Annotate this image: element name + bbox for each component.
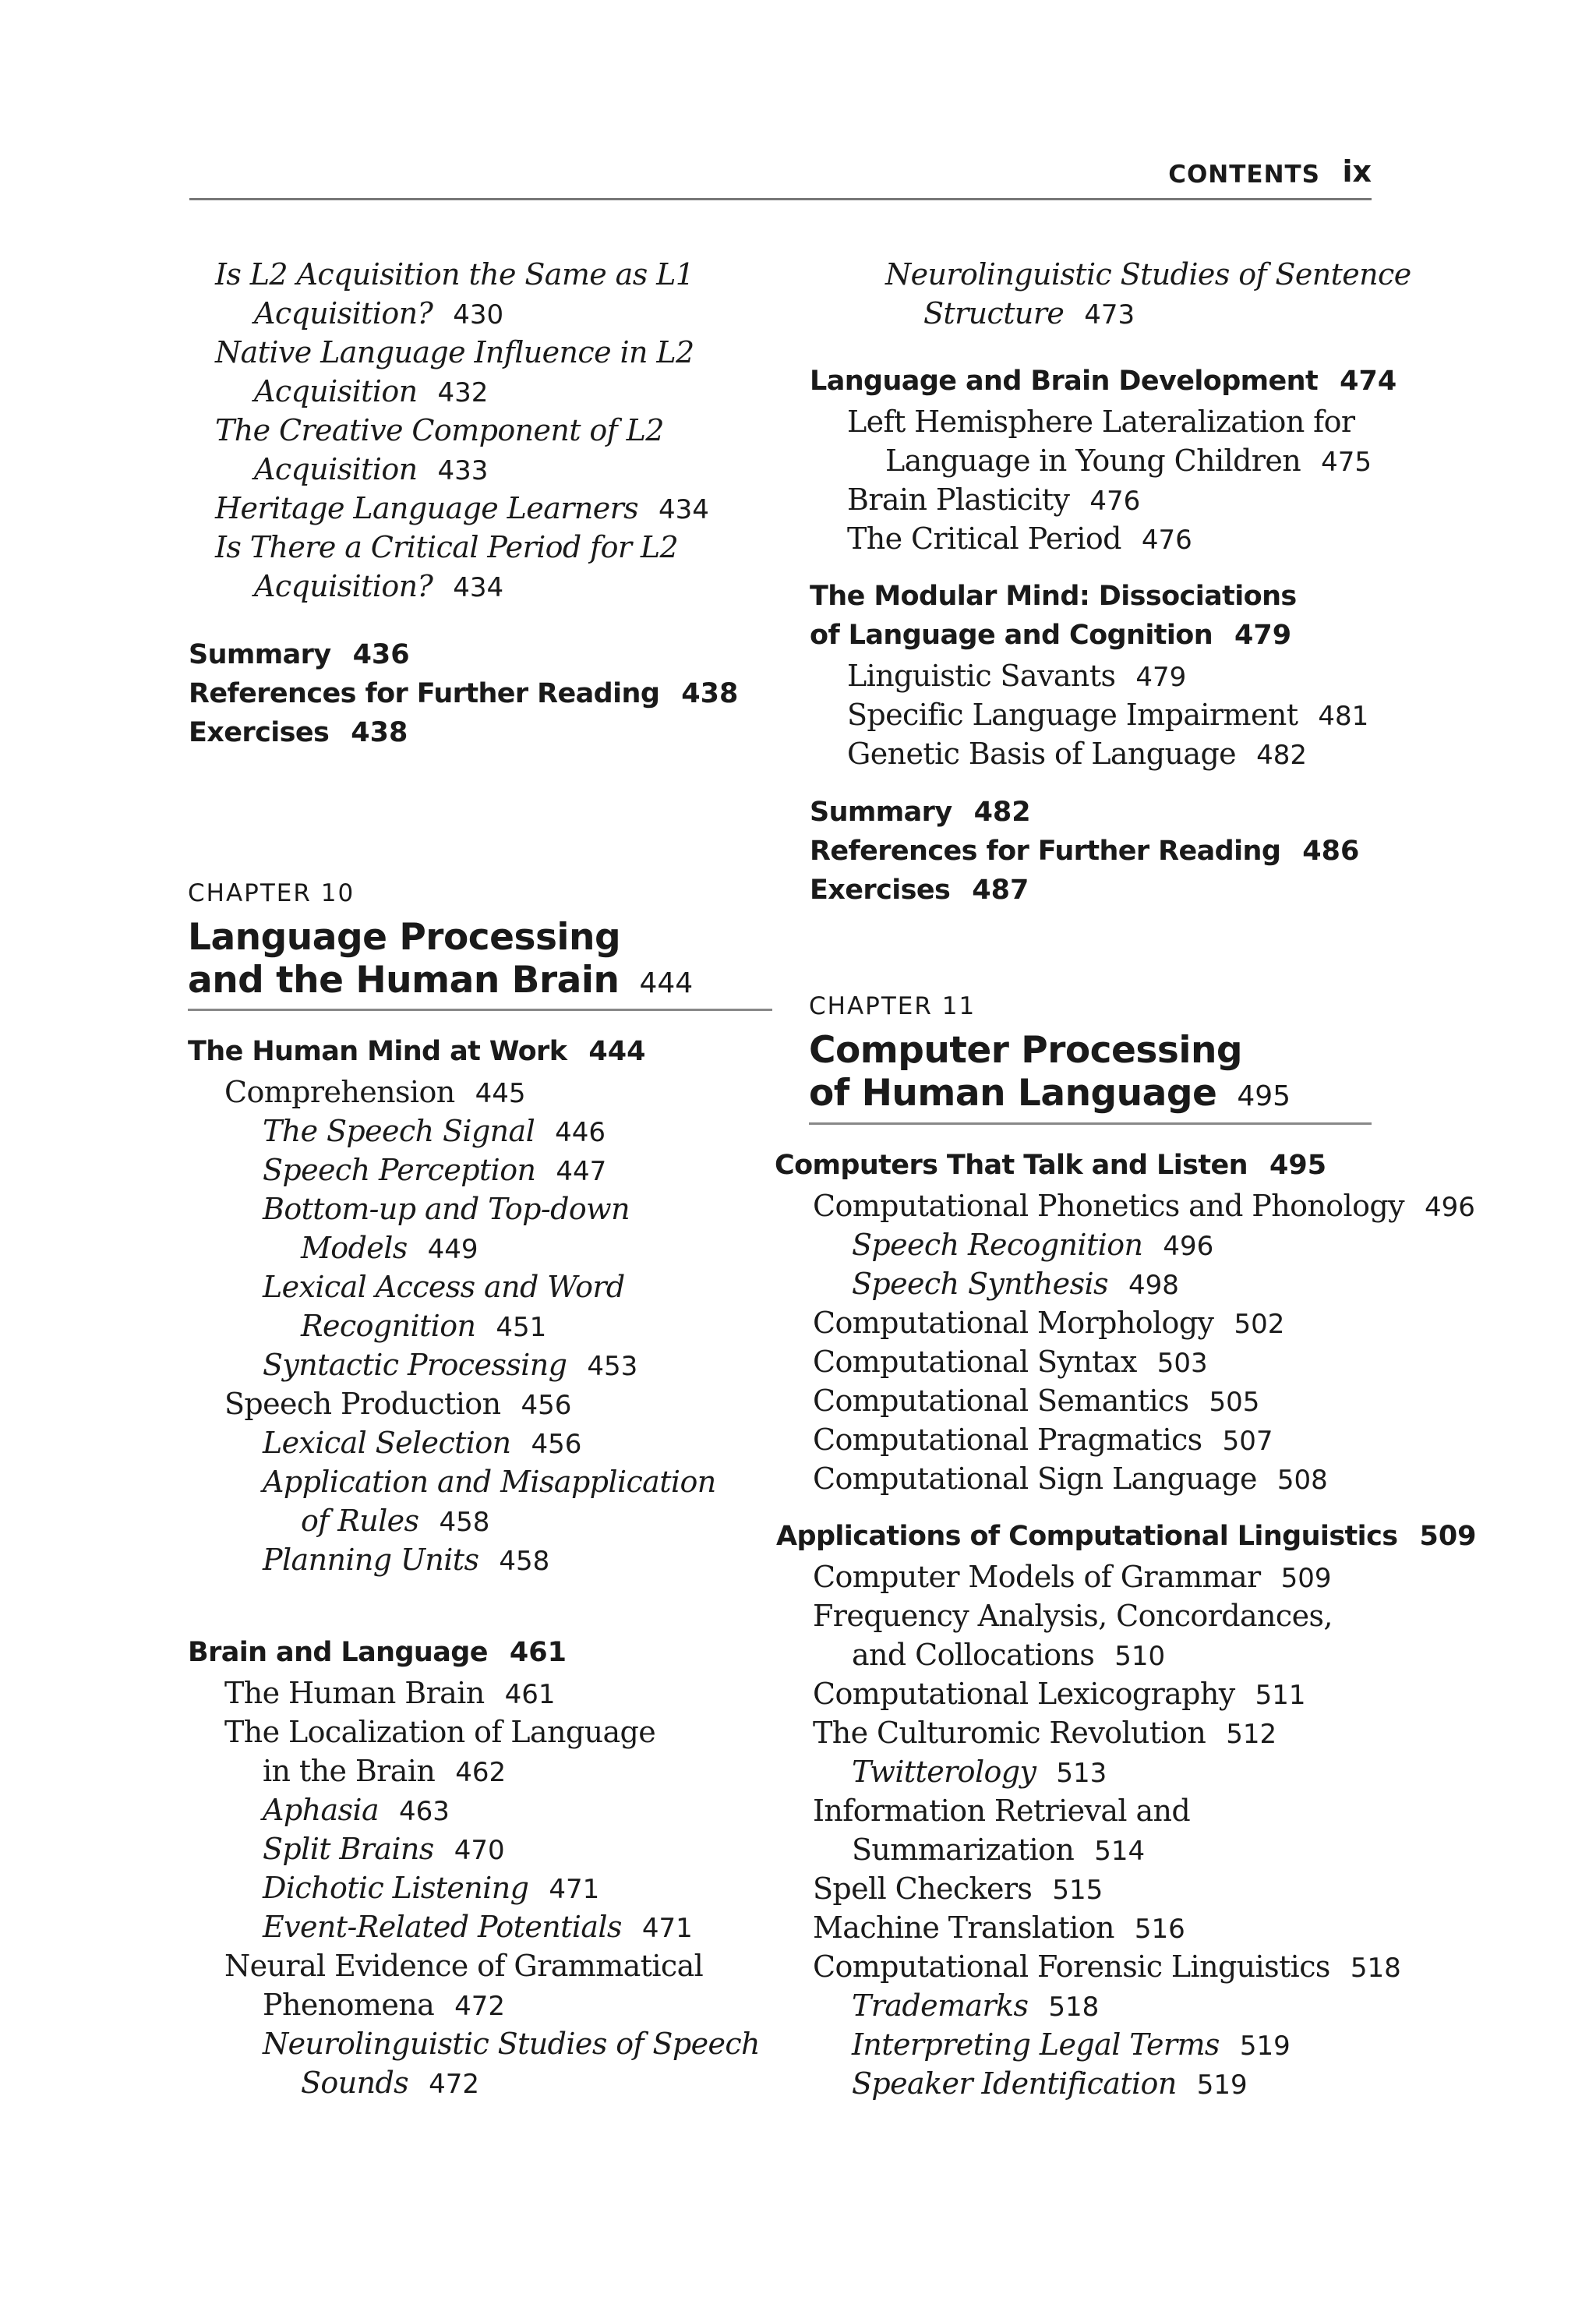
- toc-entry[interactable]: Event-Related Potentials 471: [263, 1910, 693, 1944]
- toc-entry[interactable]: Is L2 Acquisition the Same as L1: [215, 257, 694, 292]
- toc-entry[interactable]: The Localization of Language: [224, 1715, 656, 1749]
- header-label: CONTENTS: [1168, 161, 1320, 189]
- toc-entry[interactable]: Interpreting Legal Terms 519: [852, 2027, 1291, 2062]
- toc-section[interactable]: Language and Brain Development 474: [810, 366, 1397, 397]
- toc-entry[interactable]: Lexical Selection 456: [263, 1426, 582, 1460]
- toc-entry[interactable]: Heritage Language Learners 434: [215, 491, 709, 525]
- chapter-title[interactable]: Language Processing: [188, 916, 621, 959]
- toc-entry[interactable]: Split Brains 470: [263, 1832, 505, 1866]
- chapter-title[interactable]: Computer Processing: [809, 1029, 1243, 1072]
- toc-entry[interactable]: Computer Models of Grammar 509: [813, 1560, 1332, 1594]
- toc-section[interactable]: of Language and Cognition 479: [810, 620, 1292, 651]
- toc-section-references[interactable]: References for Further Reading 486: [810, 836, 1360, 867]
- toc-entry[interactable]: The Culturomic Revolution 512: [813, 1716, 1277, 1750]
- toc-entry[interactable]: Computational Lexicography 511: [813, 1677, 1306, 1711]
- toc-entry[interactable]: Application and Misapplication: [263, 1465, 716, 1499]
- toc-entry[interactable]: Computational Syntax 503: [813, 1345, 1208, 1379]
- toc-section-exercises[interactable]: Exercises 438: [189, 717, 408, 748]
- toc-entry[interactable]: Comprehension 445: [224, 1075, 526, 1109]
- toc-entry[interactable]: Structure 473: [923, 296, 1135, 330]
- toc-section[interactable]: Computers That Talk and Listen 495: [775, 1150, 1327, 1181]
- toc-entry[interactable]: The Speech Signal 446: [263, 1114, 606, 1148]
- chapter-label: CHAPTER 10: [188, 879, 355, 907]
- toc-entry[interactable]: Frequency Analysis, Concordances,: [813, 1599, 1333, 1633]
- toc-entry[interactable]: Spell Checkers 515: [813, 1872, 1103, 1906]
- toc-entry[interactable]: Speech Recognition 496: [852, 1228, 1214, 1262]
- toc-entry[interactable]: Recognition 451: [301, 1309, 547, 1343]
- toc-entry[interactable]: Neurolinguistic Studies of Speech: [263, 2027, 760, 2061]
- toc-section-summary[interactable]: Summary 436: [189, 639, 410, 670]
- toc-entry[interactable]: Speech Synthesis 498: [852, 1267, 1179, 1301]
- toc-entry[interactable]: Acquisition? 434: [254, 569, 504, 603]
- toc-entry[interactable]: Twitterology 513: [852, 1755, 1107, 1789]
- toc-entry[interactable]: Is There a Critical Period for L2: [215, 530, 679, 564]
- toc-entry[interactable]: Lexical Access and Word: [263, 1270, 625, 1304]
- toc-entry[interactable]: Left Hemisphere Lateralization for: [847, 405, 1355, 439]
- toc-entry[interactable]: Sounds 472: [301, 2066, 479, 2100]
- toc-entry[interactable]: Computational Semantics 505: [813, 1384, 1260, 1418]
- toc-entry[interactable]: Summarization 514: [852, 1833, 1146, 1867]
- toc-entry[interactable]: Planning Units 458: [263, 1543, 550, 1577]
- toc-entry[interactable]: Specific Language Impairment 481: [847, 698, 1369, 732]
- toc-entry[interactable]: of Rules 458: [301, 1504, 490, 1538]
- toc-entry[interactable]: Aphasia 463: [263, 1793, 450, 1827]
- toc-entry[interactable]: The Critical Period 476: [847, 521, 1192, 556]
- toc-entry[interactable]: Models 449: [301, 1231, 478, 1265]
- toc-entry[interactable]: Speaker Identification 519: [852, 2066, 1248, 2101]
- toc-entry[interactable]: The Human Brain 461: [224, 1676, 556, 1710]
- chapter-rule: [809, 1122, 1372, 1125]
- toc-entry[interactable]: Acquisition 433: [254, 452, 489, 486]
- toc-entry[interactable]: Acquisition? 430: [254, 296, 504, 330]
- toc-entry[interactable]: Genetic Basis of Language 482: [847, 737, 1307, 771]
- toc-section[interactable]: Brain and Language 461: [188, 1637, 567, 1668]
- toc-entry[interactable]: Dichotic Listening 471: [263, 1871, 600, 1905]
- chapter-label: CHAPTER 11: [809, 992, 976, 1020]
- toc-entry[interactable]: Computational Phonetics and Phonology 496: [813, 1189, 1475, 1223]
- toc-entry[interactable]: in the Brain 462: [263, 1754, 507, 1788]
- toc-entry[interactable]: Bottom-up and Top-down: [263, 1192, 630, 1226]
- running-header: [189, 153, 1372, 200]
- toc-entry[interactable]: Machine Translation 516: [813, 1910, 1185, 1945]
- toc-entry[interactable]: Neurolinguistic Studies of Sentence: [885, 257, 1411, 292]
- toc-entry[interactable]: Language in Young Children 475: [885, 444, 1372, 478]
- chapter-title[interactable]: of Human Language 495: [809, 1072, 1291, 1115]
- toc-section-references[interactable]: References for Further Reading 438: [189, 678, 739, 709]
- toc-entry[interactable]: Acquisition 432: [254, 374, 489, 408]
- toc-entry[interactable]: Native Language Influence in L2: [215, 335, 694, 369]
- toc-entry[interactable]: Trademarks 518: [852, 1988, 1100, 2023]
- chapter-title[interactable]: and the Human Brain 444: [188, 959, 694, 1002]
- toc-entry[interactable]: Linguistic Savants 479: [847, 659, 1187, 693]
- header-page-number: ix: [1342, 154, 1372, 189]
- toc-entry[interactable]: Computational Pragmatics 507: [813, 1423, 1273, 1457]
- toc-entry[interactable]: Computational Morphology 502: [813, 1306, 1285, 1340]
- toc-entry[interactable]: The Creative Component of L2: [215, 413, 664, 447]
- toc-section[interactable]: The Human Mind at Work 444: [188, 1036, 646, 1067]
- toc-section[interactable]: Applications of Computational Linguistics 509: [776, 1521, 1477, 1552]
- toc-entry[interactable]: Information Retrieval and: [813, 1794, 1191, 1828]
- toc-entry[interactable]: Neural Evidence of Grammatical: [224, 1949, 704, 1983]
- toc-entry[interactable]: and Collocations 510: [852, 1638, 1166, 1672]
- toc-entry[interactable]: Syntactic Processing 453: [263, 1348, 638, 1382]
- toc-section-exercises[interactable]: Exercises 487: [810, 875, 1029, 906]
- chapter-rule: [188, 1009, 772, 1011]
- toc-entry[interactable]: Phenomena 472: [263, 1988, 506, 2022]
- toc-entry[interactable]: Brain Plasticity 476: [847, 482, 1141, 517]
- toc-entry[interactable]: Speech Production 456: [224, 1387, 572, 1421]
- toc-entry[interactable]: Computational Forensic Linguistics 518: [813, 1949, 1401, 1984]
- toc-entry[interactable]: Speech Perception 447: [263, 1153, 607, 1187]
- toc-section-summary[interactable]: Summary 482: [810, 797, 1031, 828]
- toc-section[interactable]: The Modular Mind: Dissociations: [810, 581, 1297, 612]
- toc-entry[interactable]: Computational Sign Language 508: [813, 1462, 1328, 1496]
